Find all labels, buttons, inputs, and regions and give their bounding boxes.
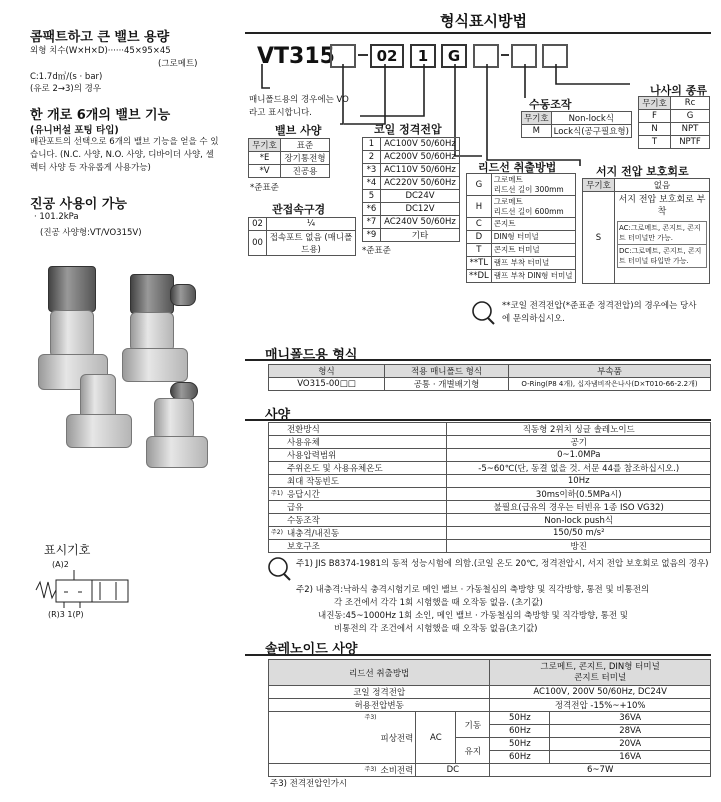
voltage-row <box>363 229 460 242</box>
sol-dc-value: 6~7W <box>490 764 711 777</box>
lead-code: **TL <box>467 257 492 270</box>
sol-lead-value-1: 그로메트, 콘지트, DIN형 터미널 <box>540 661 660 672</box>
spec-mark <box>269 462 285 475</box>
surge-note-dc: DC:그로메트, 콘지트, 콘지트 터미널 타입만 가능. <box>617 245 707 268</box>
spec-value: 공기 <box>447 436 711 449</box>
port-row <box>249 231 356 256</box>
valve-symbol <box>34 560 134 622</box>
spec-label: 응답시간 <box>285 488 447 501</box>
sol-va: 36VA <box>550 712 711 725</box>
sol-freq: 50Hz <box>490 738 550 751</box>
product-photo <box>30 262 226 490</box>
spec-label: 급유 <box>285 501 447 514</box>
valve-spec-row <box>249 139 330 152</box>
lead-desc-line: 콘지트 <box>493 219 516 228</box>
port-cell: 접속포트 없음 (매니폴드용) <box>267 231 356 256</box>
sol-va: 16VA <box>550 751 711 764</box>
symbol-title: 표시기호 <box>44 543 91 557</box>
voltage-cell: AC240V 50/60Hz <box>381 216 460 229</box>
port-cell: 00 <box>249 231 267 256</box>
spec-row <box>269 540 711 553</box>
thread-cell: G <box>671 110 710 123</box>
manifold-cell: VO315-00□□ <box>269 378 385 391</box>
spec-row <box>269 449 711 462</box>
thread-row <box>639 110 710 123</box>
spec-value: 10Hz <box>447 475 711 488</box>
spec-row <box>269 527 711 540</box>
voltage-row <box>363 151 460 164</box>
voltage-cell: AC220V 50/60Hz <box>381 177 460 190</box>
symbol-port-a: (A)2 <box>52 560 69 569</box>
manual-row <box>522 112 632 125</box>
lead-row <box>467 174 576 196</box>
voltage-cell: 기타 <box>381 229 460 242</box>
dash <box>358 54 368 56</box>
lead-desc-line: DIN형 터미널 <box>493 232 539 241</box>
voltage-cell: *4 <box>363 177 381 190</box>
lead-row <box>467 196 576 218</box>
spec-value: 0~1.0MPa <box>447 449 711 462</box>
valve-spec-row <box>249 152 330 165</box>
lead-title: 리드선 취출방법 <box>478 161 557 174</box>
manifold-header: 적용 매니폴드 형식 <box>385 365 509 378</box>
code-box-lead: G <box>441 44 467 68</box>
lead-desc-line: 리드선 길이 300mm <box>493 184 564 194</box>
surge-code: S <box>583 192 615 284</box>
spec-note-2b: 각 조건에서 각각 1회 시험했을 때 오작동 없음. (초기값) <box>334 598 543 608</box>
lead-code: H <box>467 196 492 218</box>
manual-cell: Non-lock식 <box>551 112 631 125</box>
voltage-cell: AC100V 50/60Hz <box>381 138 460 151</box>
valve-spec-cell: *E <box>249 152 281 165</box>
spec-row <box>269 501 711 514</box>
manual-cell: M <box>522 125 552 138</box>
manual-title: 수동조작 <box>529 98 572 111</box>
voltage-row <box>363 203 460 216</box>
valve-spec-cell: *V <box>249 165 281 178</box>
manifold-rule <box>245 359 711 361</box>
spec-note-2d: 비통전의 각 조건에서 시험했을 때 오작동 없음(초기값) <box>334 624 538 634</box>
thread-cell: Rc <box>671 97 710 110</box>
voltage-row <box>363 216 460 229</box>
feature-title-vacuum: 진공 사용이 가능 <box>30 197 127 212</box>
voltage-cell: AC110V 50/60Hz <box>381 164 460 177</box>
spec-value: Non-lock push식 <box>447 514 711 527</box>
spec-title: 사양 <box>265 408 291 423</box>
sol-power-mark: 주3) <box>269 712 379 764</box>
spec-row <box>269 488 711 501</box>
manifold-header: 형식 <box>269 365 385 378</box>
dash <box>501 54 509 56</box>
thread-title: 나사의 종류 <box>650 84 707 97</box>
sol-freq: 60Hz <box>490 751 550 764</box>
lead-desc-line: 리드선 길이 600mm <box>493 206 564 216</box>
spec-value: 직동형 2위치 싱글 솔레노이드 <box>447 423 711 436</box>
spec-label: 보호구조 <box>285 540 447 553</box>
sol-voltage-label: 코일 정격전압 <box>269 686 490 699</box>
feature-spec-c: C:1.7d㎥/(s · bar) <box>30 72 103 82</box>
spec-row <box>269 462 711 475</box>
sol-holding-label: 유지 <box>456 738 490 764</box>
sol-ac-label: AC <box>416 712 456 764</box>
spec-label: 내충격/내진동 <box>285 527 447 540</box>
sol-power-label: 피상전력 <box>379 712 416 764</box>
manifold-header: 부속품 <box>509 365 711 378</box>
voltage-cell: 2 <box>363 151 381 164</box>
feature-desc-universal: 배관포트의 선택으로 6개의 밸브 기능을 얻을 수 있습니다. (N.C. 사양, N.O. 사양, 디바이더 사양, 셀렉터 사양 등 자유롭게 사용가능) <box>30 137 219 173</box>
lead-desc <box>491 218 575 231</box>
sol-consumption-mark: 주3) <box>269 764 379 777</box>
voltage-cell: 5 <box>363 190 381 203</box>
spec-label: 사용압력범위 <box>285 449 447 462</box>
voltage-cell: DC24V <box>381 190 460 203</box>
voltage-cell: 1 <box>363 138 381 151</box>
port-row <box>249 218 356 231</box>
sol-tolerance-label: 허용전압변동 <box>269 699 490 712</box>
manual-cell: 무기호 <box>522 112 552 125</box>
voltage-cell: *7 <box>363 216 381 229</box>
valve-spec-note: *준표준 <box>250 183 279 193</box>
model-number: VT315 <box>257 44 335 69</box>
manifold-title: 매니폴드용 형식 <box>265 348 358 363</box>
lead-desc-line: 램프 부착 터미널 <box>493 258 550 267</box>
lead-code: **DL <box>467 270 492 283</box>
manual-cell: Lock식(공구필요형) <box>551 125 631 138</box>
thread-cell: 무기호 <box>639 97 671 110</box>
lead-row <box>467 270 576 283</box>
valve-spec-title: 밸브 사양 <box>275 124 322 137</box>
voltage-table <box>362 137 460 242</box>
lead-row <box>467 257 576 270</box>
spec-note-2a: 주2) 내충격:낙하식 충격시험기로 메인 밸브 · 가동철심의 축방향 및 직각방향, 통전 및 비통전의 <box>296 585 650 595</box>
port-size-title: 관접속구경 <box>272 203 326 216</box>
spec-mark <box>269 423 285 436</box>
spec-label: 전환방식 <box>285 423 447 436</box>
feature-spec-flow: (유로 2→3)의 경우 <box>30 84 102 94</box>
thread-cell: T <box>639 136 671 149</box>
valve-spec-row <box>249 165 330 178</box>
feature-title-universal: 한 개로 6개의 밸브 기능 <box>30 108 171 123</box>
spec-mark <box>269 449 285 462</box>
lead-desc <box>491 270 575 283</box>
solenoid-title: 솔레노이드 사양 <box>265 642 358 657</box>
spec-row <box>269 475 711 488</box>
feature-vacuum-pressure: · 101.2kPa <box>34 212 79 222</box>
symbol-port-rp: (R)3 1(P) <box>48 610 84 619</box>
solenoid-note: 주3) 전격전압인가시 <box>270 779 348 789</box>
feature-spec-grommet: (그로메트) <box>158 59 198 69</box>
thread-cell: F <box>639 110 671 123</box>
sol-lead-value-2: 콘지트 터미널 <box>574 672 627 683</box>
spec-mark: 주1) <box>269 488 285 501</box>
lead-desc-line: 그로메트 <box>493 196 523 206</box>
spec-mark <box>269 540 285 553</box>
thread-table <box>638 96 710 149</box>
lead-code: C <box>467 218 492 231</box>
manifold-code-note: 매니폴드용의 경우에는 VO라고 표시합니다. <box>249 95 349 118</box>
voltage-row <box>363 190 460 203</box>
spec-note-2c: 내진동:45~1000Hz 1회 소인, 메인 밸브 · 가동철심의 축방향 및 직각방향, 통전 및 <box>318 611 629 621</box>
lead-desc <box>491 244 575 257</box>
surge-code: 무기호 <box>583 179 615 192</box>
manual-row <box>522 125 632 138</box>
valve-spec-cell: 진공용 <box>281 165 330 178</box>
voltage-cell: *3 <box>363 164 381 177</box>
voltage-row <box>363 177 460 190</box>
spec-mark: 주2) <box>269 527 285 540</box>
sol-tolerance-value: 정격전압 -15%~+10% <box>490 699 711 712</box>
port-cell: 02 <box>249 218 267 231</box>
order-title: 형식표시방법 <box>440 12 527 30</box>
voltage-title: 코일 정격전압 <box>374 123 442 136</box>
lead-desc <box>491 174 575 196</box>
order-footnote: **코일 전격전압(*준표준 정격전압)의 경우에는 당사에 문의하십시오. <box>502 301 697 324</box>
spec-value: 30ms이하(0.5MPa시) <box>447 488 711 501</box>
surge-title: 서지 전압 보호회로 <box>596 165 689 178</box>
lead-code: G <box>467 174 492 196</box>
info-icon <box>266 556 292 582</box>
spec-note-1: 주1) JIS B8374-1981의 동적 성능시험에 의함.(코일 온도 20℃, 정격전압시, 서지 전압 보호회로 없음의 경우) <box>296 559 709 569</box>
valve-spec-cell: 장기통전형 <box>281 152 330 165</box>
manifold-cell: O-Ring(P8 4개), 십자냄비작은나사(D×T010-66-2.2개) <box>509 378 711 391</box>
spec-value: 방진 <box>447 540 711 553</box>
voltage-cell: DC12V <box>381 203 460 216</box>
lead-code: D <box>467 231 492 244</box>
spec-value: 150/50 m/s² <box>447 527 711 540</box>
lead-table <box>466 173 576 283</box>
sol-voltage-value: AC100V, 200V 50/60Hz, DC24V <box>490 686 711 699</box>
manifold-table <box>268 364 711 391</box>
spec-label: 주위온도 및 사용유체온도 <box>285 462 447 475</box>
order-title-rule <box>245 32 711 34</box>
surge-note-ac: AC:그로메트, 콘지트, 콘지트 터미널만 가능. <box>617 221 707 245</box>
spec-label: 최대 작동빈도 <box>285 475 447 488</box>
spec-mark <box>269 514 285 527</box>
lead-code: T <box>467 244 492 257</box>
voltage-row <box>363 164 460 177</box>
sol-dc-label: DC <box>416 764 490 777</box>
thread-row <box>639 123 710 136</box>
lead-row <box>467 244 576 257</box>
spec-row <box>269 514 711 527</box>
lead-desc <box>491 196 575 218</box>
spec-row <box>269 423 711 436</box>
voltage-row <box>363 138 460 151</box>
thread-row <box>639 136 710 149</box>
spec-value: -5~60℃(단, 동결 없을 것. 서문 44를 참조하십시오.) <box>447 462 711 475</box>
thread-cell: N <box>639 123 671 136</box>
valve-spec-cell: 표준 <box>281 139 330 152</box>
spec-mark <box>269 501 285 514</box>
lead-desc-line: 콘지트 터미널 <box>493 245 540 254</box>
spec-label: 사용유체 <box>285 436 447 449</box>
manifold-cell: 공통 · 개별배기형 <box>385 378 509 391</box>
lead-desc-line: 그로메트 <box>493 174 523 184</box>
voltage-cell: *6 <box>363 203 381 216</box>
spec-table <box>268 422 711 553</box>
code-box-voltage: 1 <box>410 44 436 68</box>
surge-table <box>582 178 710 284</box>
lead-desc <box>491 231 575 244</box>
thread-cell: NPTF <box>671 136 710 149</box>
info-icon <box>470 300 496 326</box>
solenoid-table <box>268 659 711 777</box>
spec-row <box>269 436 711 449</box>
sol-lead-label: 리드선 취출방법 <box>269 660 490 686</box>
port-size-table <box>248 217 356 256</box>
port-cell: ¼ <box>267 218 356 231</box>
spec-mark <box>269 436 285 449</box>
sol-freq: 60Hz <box>490 725 550 738</box>
feature-vacuum-model: (진공 사양형:VT/VO315V) <box>40 228 142 238</box>
feature-spec-dim: 외형 치수(W×H×D)······45×95×45 <box>30 46 171 56</box>
sol-va: 28VA <box>550 725 711 738</box>
lead-desc <box>491 257 575 270</box>
thread-cell: NPT <box>671 123 710 136</box>
lead-row <box>467 218 576 231</box>
thread-row <box>639 97 710 110</box>
spec-value: 불필요(급유의 경우는 터빈유 1종 ISO VG32) <box>447 501 711 514</box>
code-box-port: 02 <box>370 44 404 68</box>
sol-freq: 50Hz <box>490 712 550 725</box>
feature-title-compact: 콤팩트하고 큰 밸브 용량 <box>30 30 170 45</box>
manual-table <box>521 111 632 138</box>
lead-row <box>467 231 576 244</box>
valve-spec-table <box>248 138 330 178</box>
surge-desc: 없음 <box>615 179 710 192</box>
sol-consumption-label: 소비전력 <box>379 764 416 777</box>
spec-rule <box>245 419 711 421</box>
solenoid-rule <box>245 654 711 656</box>
lead-desc-line: 램프 부착 DIN형 터미널 <box>493 271 573 280</box>
spec-label: 수동조작 <box>285 514 447 527</box>
voltage-note: *준표준 <box>362 246 391 256</box>
sol-inrush-label: 기동 <box>456 712 490 738</box>
sol-va: 20VA <box>550 738 711 751</box>
surge-desc: 서지 전압 보호회로 부착 <box>618 195 706 217</box>
voltage-cell: *9 <box>363 229 381 242</box>
voltage-cell: AC200V 50/60Hz <box>381 151 460 164</box>
valve-spec-cell: 무기호 <box>249 139 281 152</box>
feature-subtitle-universal: (유니버설 포팅 타입) <box>30 125 119 136</box>
spec-mark <box>269 475 285 488</box>
